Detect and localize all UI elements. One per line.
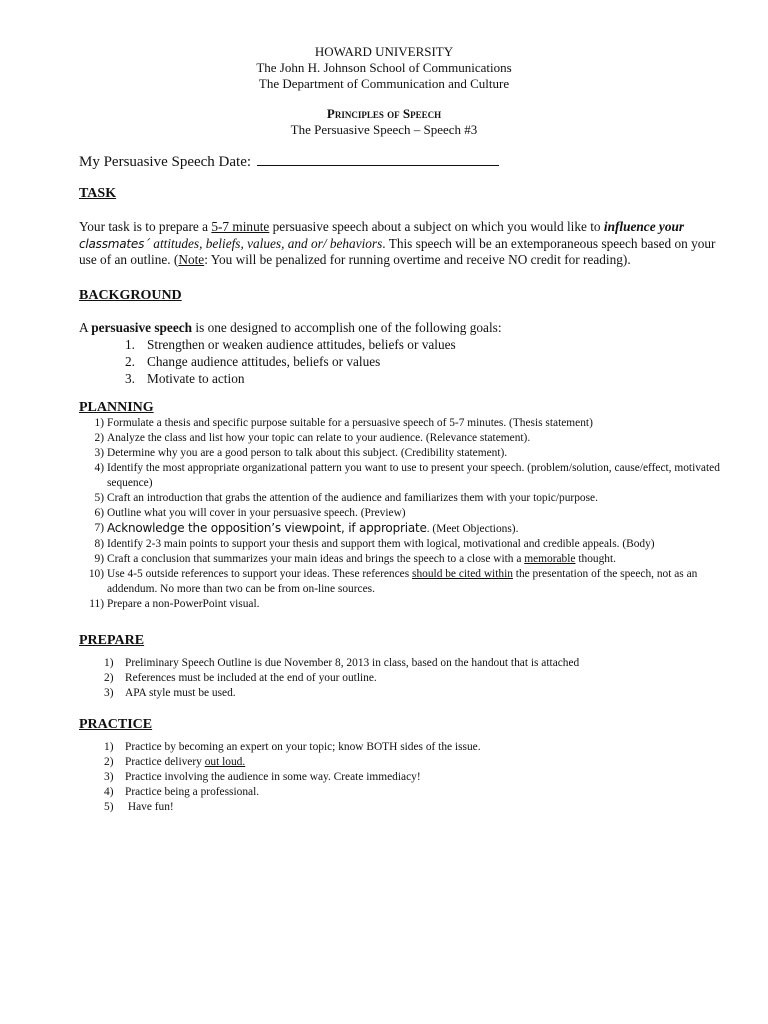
task-text: . This speech will be an extemporaneous speech based on your use of an outline. (	[79, 235, 716, 267]
task-emphasis: classmates´	[79, 236, 150, 251]
task-paragraph	[79, 219, 719, 269]
persuasive-speech-term: persuasive speech	[91, 320, 193, 335]
list-item: 10) Use 4-5 outside references to support your ideas. These references should be cited within the presentation of the speech, not as an addendum. No more than two can be from on-line sources.	[88, 568, 698, 595]
task-text: persuasive speech about a subject on which you would like to	[269, 219, 604, 234]
list-item: 5) Have fun!	[104, 801, 174, 813]
practice-list	[104, 740, 664, 815]
list-item: 8) Identify 2-3 main points to support your thesis and support them with logical, motivational and credible appeals. (Body)	[94, 538, 655, 550]
planning-heading: PLANNING	[79, 400, 154, 415]
task-emphasis: influence your	[603, 219, 685, 234]
list-item: 2) References must be included at the end of your outline.	[104, 672, 377, 684]
list-item: 2) Analyze the class and list how your topic can relate to your audience. (Relevance statement).	[94, 432, 531, 444]
list-item: 2) Practice delivery out loud.	[104, 756, 246, 768]
background-text: A	[79, 320, 92, 335]
list-item: 1. Strengthen or weaken audience attitudes, beliefs or values	[125, 337, 456, 352]
task-duration: 5-7 minute	[211, 219, 270, 234]
list-item: 3) Determine why you are a good person to talk about this subject. (Credibility statement).	[94, 447, 508, 459]
list-item: 3) Practice involving the audience in some way. Create immediacy!	[104, 771, 421, 783]
task-note-label: Note	[178, 252, 205, 267]
school-name: The John H. Johnson School of Communications	[256, 60, 512, 75]
department-name: The Department of Communication and Culture	[258, 76, 510, 91]
prepare-heading: PREPARE	[79, 633, 145, 648]
course-title: Principles of Speech	[326, 106, 442, 121]
list-item: 1) Preliminary Speech Outline is due November 8, 2013 in class, based on the handout that is attached	[104, 657, 580, 669]
list-item: 5) Craft an introduction that grabs the attention of the audience and familiarizes them with your topic/purpose.	[94, 492, 598, 504]
goals-list	[125, 336, 456, 387]
list-item: 3. Motivate to action	[125, 371, 245, 386]
task-emphasis: attitudes, beliefs, values, and or/ behaviors	[149, 235, 383, 251]
task-text: Your task is to prepare a	[79, 219, 212, 234]
task-heading: TASK	[79, 186, 117, 201]
list-item: 7) Acknowledge the opposition’s viewpoint, if appropriate. (Meet Objections).	[94, 521, 519, 535]
prepare-list	[104, 656, 664, 701]
list-item: 3) APA style must be used.	[104, 687, 236, 699]
list-item: 1) Formulate a thesis and specific purpose suitable for a persuasive speech of 5-7 minutes. (Thesis statement)	[94, 417, 593, 429]
list-item: 2. Change audience attitudes, beliefs or values	[125, 354, 381, 369]
list-item: 4) Practice being a professional.	[104, 786, 260, 798]
practice-heading: PRACTICE	[79, 717, 153, 732]
background-heading: BACKGROUND	[79, 288, 182, 303]
planning-list	[80, 416, 730, 612]
speech-date-blank	[257, 152, 499, 166]
task-text: : You will be penalized for running overtime and receive NO credit for reading).	[204, 252, 631, 267]
document-header	[0, 44, 768, 138]
list-item: 9) Craft a conclusion that summarizes your main ideas and brings the speech to a close with a memorable thought.	[94, 553, 616, 565]
list-item: 6) Outline what you will cover in your persuasive speech. (Preview)	[94, 507, 406, 519]
background-text: is one designed to accomplish one of the following goals:	[192, 320, 502, 335]
background-intro	[79, 320, 719, 337]
speech-date-label: My Persuasive Speech Date:	[79, 154, 252, 170]
list-item: 11) Prepare a non-PowerPoint visual.	[89, 598, 260, 610]
university-name: HOWARD UNIVERSITY	[314, 44, 454, 59]
assignment-title: The Persuasive Speech – Speech #3	[290, 122, 478, 137]
list-item: 4) Identify the most appropriate organizational pattern you want to use to present your speech. (problem/solution, cause/effect, motivated sequence)	[94, 462, 720, 489]
speech-date-line	[79, 152, 499, 171]
list-item: 1) Practice by becoming an expert on your topic; know BOTH sides of the issue.	[104, 741, 481, 753]
